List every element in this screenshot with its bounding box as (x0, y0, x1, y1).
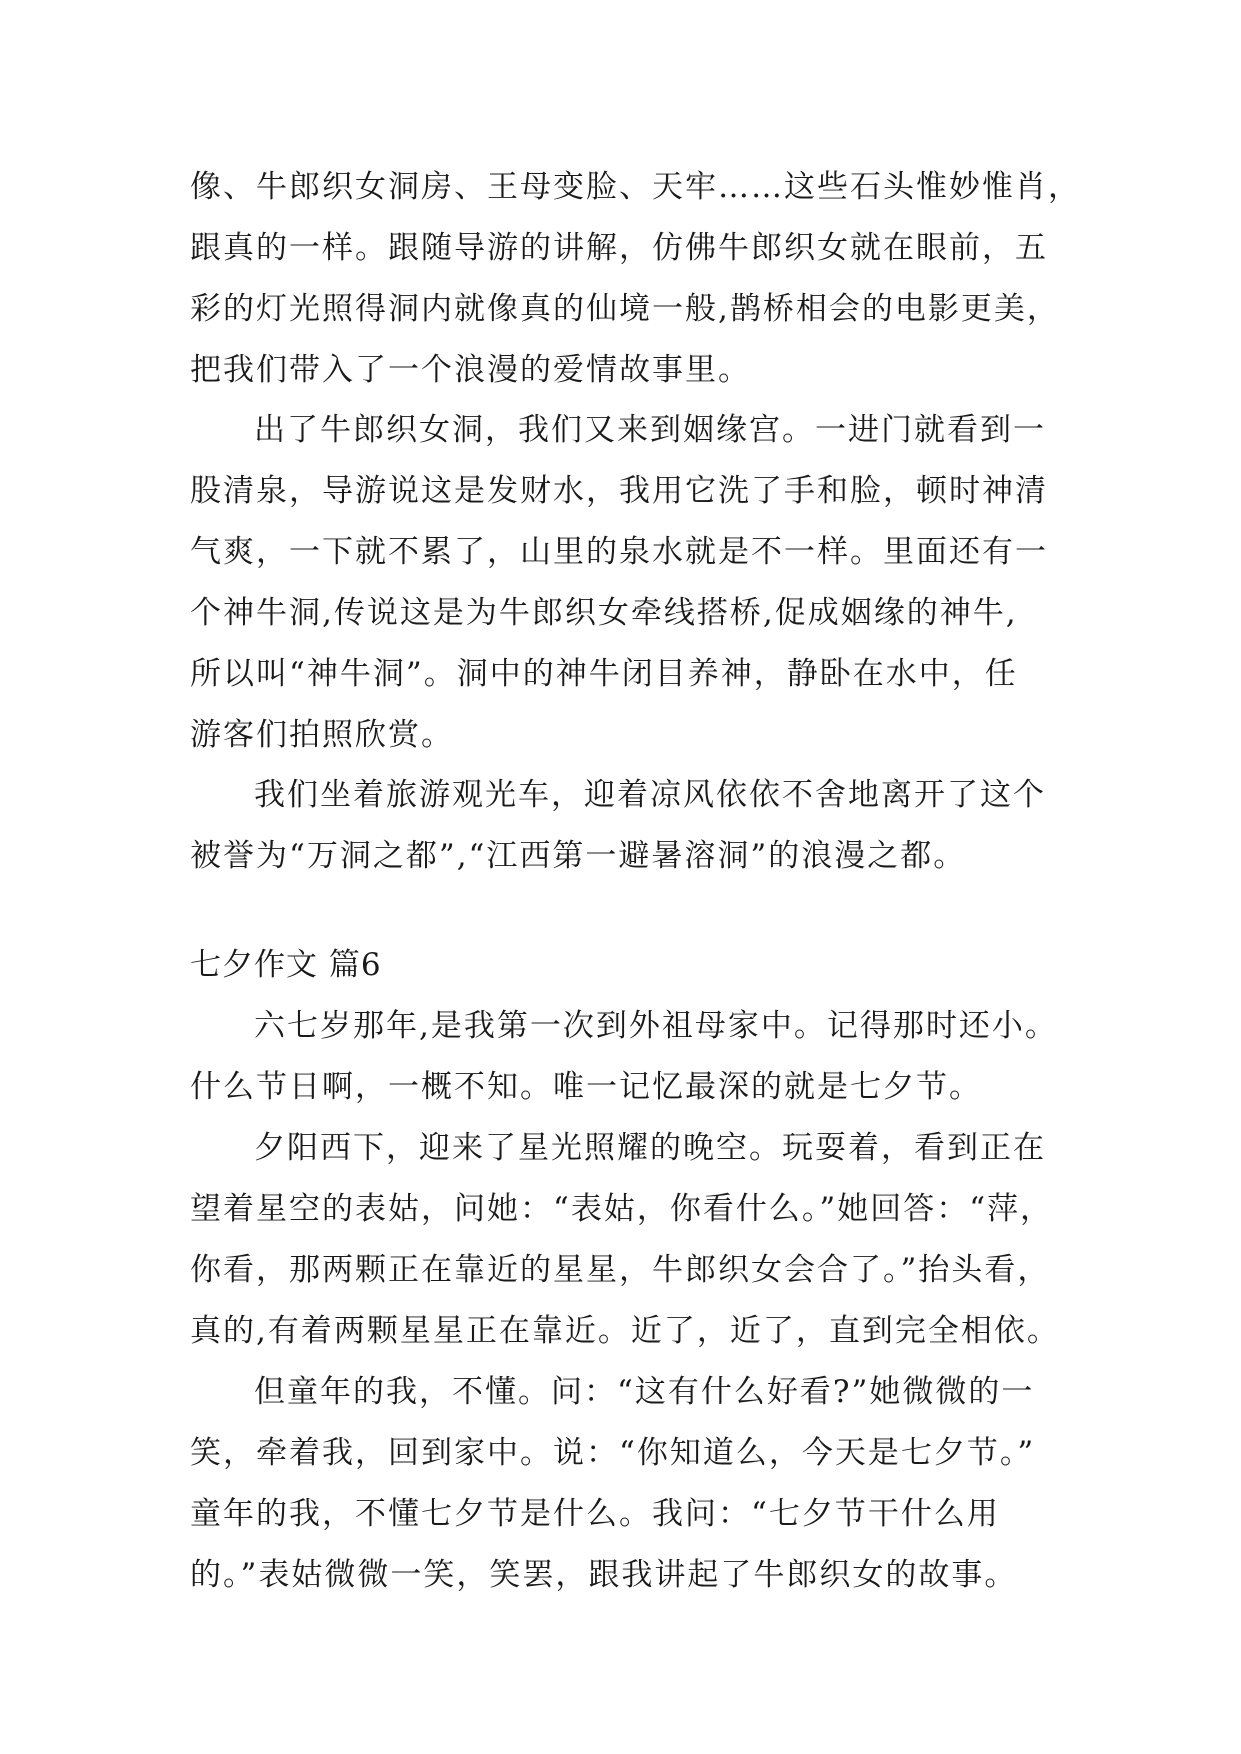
paragraph-line: 望着星空的表姑，问她：“表姑，你看什么。”她回答：“萍， (190, 1191, 1054, 1227)
paragraph-line: 个神牛洞,传说这是为牛郎织女牵线搭桥,促成姻缘的神牛, (190, 595, 1018, 631)
paragraph-line: 把我们带入了一个浪漫的爱情故事里。 (190, 352, 751, 388)
paragraph-line: 游客们拍照欣赏。 (190, 717, 454, 753)
section-heading: 七夕作文 篇6 (190, 947, 382, 983)
paragraph-line: 什么节日啊，一概不知。唯一记忆最深的就是七夕节。 (190, 1069, 982, 1105)
paragraph-line: 童年的我，不懂七夕节是什么。我问：“七夕节干什么用 (190, 1496, 1000, 1532)
paragraph-line: 像、牛郎织女洞房、王母变脸、天牢……这些石头惟妙惟肖， (190, 169, 1081, 205)
paragraph-line: 笑，牵着我，回到家中。说：“你知道么，今天是七夕节。” (190, 1435, 1036, 1471)
paragraph-line: 股清泉，导游说这是发财水，我用它洗了手和脸，顿时神清 (190, 473, 1048, 509)
paragraph-line: 跟真的一样。跟随导游的讲解，仿佛牛郎织女就在眼前，五 (190, 230, 1048, 266)
paragraph-line: 你看，那两颗正在靠近的星星，牛郎织女会合了。”抬头看， (190, 1252, 1051, 1288)
paragraph-line: 我们坐着旅游观光车，迎着凉风依依不舍地离开了这个 (254, 777, 1046, 813)
paragraph-line: 六七岁那年,是我第一次到外祖母家中。记得那时还小。 (254, 1008, 1058, 1044)
paragraph-line: 但童年的我，不懂。问：“这有什么好看?”她微微的一 (254, 1374, 1035, 1410)
paragraph-line: 真的,有着两颗星星正在靠近。近了，近了，直到完全相依。 (190, 1313, 1060, 1349)
paragraph-line: 被誉为“万洞之都”,“江西第一避暑溶洞”的浪漫之都。 (190, 838, 967, 874)
paragraph-line: 出了牛郎织女洞，我们又来到姻缘宫。一进门就看到一 (254, 412, 1046, 448)
paragraph-line: 彩的灯光照得洞内就像真的仙境一般,鹊桥相会的电影更美， (190, 291, 1060, 327)
paragraph-line: 气爽，一下就不累了，山里的泉水就是不一样。里面还有一 (190, 534, 1048, 570)
paragraph-line: 夕阳西下，迎来了星光照耀的晚空。玩耍着，看到正在 (254, 1130, 1046, 1166)
paragraph-line: 所以叫“神牛洞”。洞中的神牛闭目养神，静卧在水中，任 (190, 656, 1018, 692)
paragraph-line: 的。”表姑微微一笑，笑罢，跟我讲起了牛郎织女的故事。 (190, 1557, 1018, 1593)
